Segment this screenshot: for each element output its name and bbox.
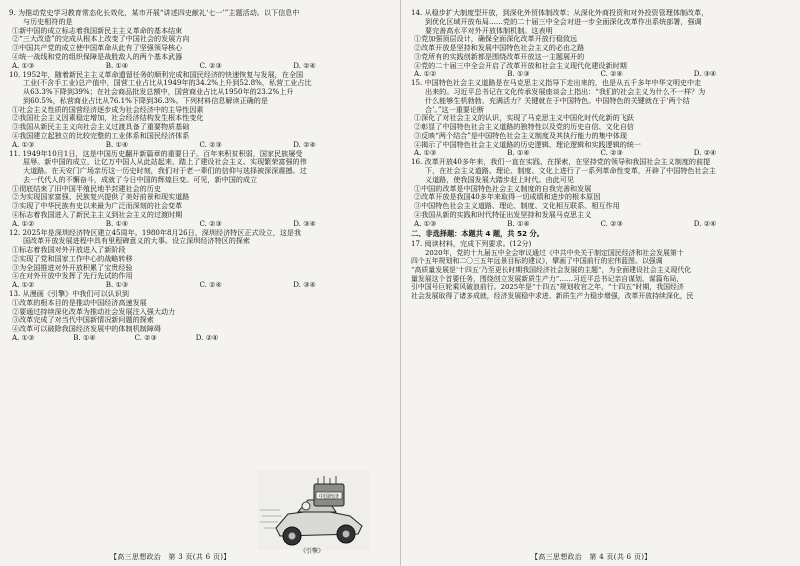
question-11 [9, 150, 387, 229]
q16-option: ③中国特色社会主义道路、理论、制度、文化相互联系、相互作用 [414, 201, 620, 211]
q12-option: ①标志着我国对外开放进入了新阶段 [12, 245, 126, 255]
q11-stem-line: 屈辱。新中国的成立，让亿万中国人从此站起来，踏上了建设社会主义、实现繁荣富强的伟 [23, 157, 307, 167]
q15-option: ④揭示了中国特色社会主义道路的历史逻辑、理论逻辑和实践逻辑的统一 [414, 139, 641, 149]
q14-stem-line: 到优化区域开放布局……党的二十届三中全会对进一步全面深化改革作出系统部署，强调 [425, 16, 702, 26]
q10-option: ②我国社会主义因素稳定增加，社会经济结构发生根本性变化 [12, 113, 204, 123]
q15-option: ③反映“两个结合”是中国特色社会主义制度及其执行能力的集中体现 [414, 130, 627, 140]
question-15 [411, 79, 787, 158]
q10-option: ①社会主义性质的国营经济逐步成为社会经济中的主导性因素 [12, 104, 204, 114]
q14-option: ②改革开放是坚持和发展中国特色社会主义的必由之路 [414, 43, 585, 52]
q14-option: ④党的二十届三中全会开启了改革开放和社会主义现代化建设新时期 [414, 60, 627, 70]
choice-a: A. ①③ [12, 60, 35, 70]
q16-option: ①中国的改革是中国特色社会主义制度的自我完善和发展 [414, 183, 592, 193]
choice-b: B. ①④ [105, 139, 129, 149]
page-3-footer: 【高三思想政治 第 3 页(共 6 页)】 [110, 553, 231, 562]
q15-option: ①深化了对社会主义的认识，实现了马克思主义中国化时代化新的飞跃 [414, 113, 634, 123]
q11-option: ①彻底结束了旧中国半殖民地半封建社会的历史 [12, 183, 161, 193]
q10-stem-line: 工业(不含手工业)总产值中，国营工业占比从1949年的34.2%上升到52.8%，私营工业占比 [23, 78, 312, 88]
q15-option: ②彰显了中国特色社会主义道路的独特性以及党的历史自信、文化自信 [414, 122, 634, 132]
q13-option: ④改革可以破除我国经济发展中的体制机制障碍 [12, 324, 161, 334]
q9-option: ④统一战线和党的组织保障是战胜敌人的两个基本武器 [12, 51, 183, 61]
q14-option: ③党所有的实践创新都是围绕改革开放这一主题展开的 [414, 51, 585, 61]
choice-a: A. ①③ [414, 218, 437, 228]
q15-stem-line: 15. 中国特色社会主义道路是在马克思主义指导下走出来的，也是从五千多年中华文明史中走 [411, 78, 702, 88]
q11-option: ②为实现国家富强、民族复兴提供了美好前景和现实道路 [12, 192, 190, 202]
choice-b: B. ①④ [73, 332, 96, 342]
page-3-content [9, 9, 387, 343]
q10-option: ④我国建立起独立的比较完整的工业体系和国民经济体系 [12, 130, 190, 140]
q10-stem-line: 到60.5%，私营商业占比从76.1%下降到36.3%。下列材料信息解读正确的是 [23, 95, 268, 105]
q9-stem-line: 与历史相符的是 [23, 16, 73, 26]
choice-d: D. ③④ [693, 69, 717, 79]
q10-choices [9, 141, 387, 150]
q17-material-line: 引中国号巨轮乘风破浪前行。2025年是“十四五”规划收官之年，“十四五”时期，我国经济 [411, 283, 684, 292]
q16-stem-line: 下，在社会主义道路、理论、制度、文化上进行了一系列革命性变革，开辟了中国特色社会主 [425, 166, 716, 176]
choice-a: A. ①③ [12, 332, 35, 342]
choice-c: C. ②③ [199, 218, 222, 228]
cartoon-caption: 《引擎》 [300, 548, 325, 555]
q17-material-line: 社会发展取得了诸多成就，经济发展稳中求进、新质生产力稳步增强，改革开放持续深化，民 [411, 291, 694, 300]
q13-option: ①改革的根本目的是推动中国经济高速发展 [12, 297, 147, 307]
q17-material-line: 2020年，党的十九届五中全会审议通过《中共中央关于制定国民经济和社会发展第十 [425, 248, 684, 257]
question-16 [411, 158, 787, 228]
choice-b: B. ①③ [105, 280, 129, 290]
q11-option: ③实现了中华民族有史以来最为广泛而深刻的社会变革 [12, 201, 183, 211]
q13-choices [9, 334, 257, 343]
q9-choices [9, 62, 387, 71]
q15-stem-line: 什么能够生机勃勃、充满活力？关键就在于中国特色。中国特色的关键就在于‘两个结 [425, 95, 690, 105]
choice-b: B. ①③ [507, 69, 530, 79]
q10-stem-line: 10. 1952年，随着新民主主义革命遗留任务的顺利完成和国民经济的快速恢复与发展，在全国 [9, 69, 304, 79]
page-4-footer: 【高三思想政治 第 4 页(共 6 页)】 [531, 553, 652, 562]
q11-stem-line: 大道路。在天安门广场亲历这一历史时刻，我们对于老一辈们的信仰与选择被深深震撼。过 [23, 166, 307, 176]
question-9 [9, 9, 387, 70]
q9-option: ③中国共产党的成立使中国革命从此有了坚强领导核心 [12, 43, 183, 52]
choice-d: D. ②④ [693, 218, 717, 228]
q12-stem-line: 12. 2025年是深圳经济特区建立45周年。1980年8月26日，深圳经济特区正式设立，这是我 [9, 227, 302, 237]
q13-stem-line: 13. 从漫画《引擎》中我们可以认识到 [9, 289, 129, 299]
q16-choices [411, 220, 787, 229]
choice-d: D. ②④ [293, 60, 316, 70]
q16-option: ④我国从新的实践和时代特征出发坚持和发展马克思主义 [414, 209, 592, 219]
question-13 [9, 290, 257, 343]
choice-d: D. ②④ [693, 148, 717, 158]
question-17 [411, 240, 787, 300]
q12-option: ②实现了党和国家工作中心的战略转移 [12, 253, 133, 263]
q13-option: ②要通过持续深化改革为推动社会发展注入强大动力 [12, 306, 176, 316]
q16-stem-line: 义道路，使我国发展大踏步赶上时代。由此可见 [425, 174, 574, 184]
page-4-content [411, 9, 787, 301]
choice-b: B. ①④ [507, 218, 530, 228]
q11-stem-line: 11. 1949年10月1日，这是中国历史翻开新篇章的重要日子。百年来积贫积弱，国家民族屡受 [9, 148, 303, 158]
choice-d: D. ③④ [293, 218, 316, 228]
choice-b: B. ①④ [105, 218, 129, 228]
q14-stem-line: 14. 从稳步扩大制度型开放，到深化外贸体制改革；从深化外商投资和对外投资管理体制改革， [411, 8, 709, 17]
question-12 [9, 229, 387, 290]
question-10 [9, 71, 387, 150]
q10-option: ③我国从新民主主义向社会主义过渡具备了重要物质基础 [12, 122, 190, 132]
choice-c: C. ②③ [199, 139, 222, 149]
choice-c: C. ②③ [600, 218, 623, 228]
q11-option: ④标志着我国进入了新民主主义到社会主义的过渡时期 [12, 209, 183, 219]
q9-option: ①新中国的成立标志着我国新民主主义革命的基本结束 [12, 25, 183, 35]
q15-stem-line: 合’。”这一重要论断 [425, 104, 485, 114]
choice-b: B. ①④ [105, 60, 129, 70]
choice-c: C. ②④ [600, 69, 623, 79]
engine-label: 中国经济 [318, 494, 340, 500]
engine-cartoon-image [258, 470, 370, 550]
question-14 [411, 9, 787, 79]
choice-a: A. ①② [12, 218, 35, 228]
choice-d: D. ②④ [195, 332, 219, 342]
choice-a: A. ①③ [12, 139, 35, 149]
choice-b: B. ①④ [507, 148, 530, 158]
q9-stem-line: 9. 为推动党史学习教育常态化长效化，某市开展“讲述四史献礼‘七一’”主题活动。以下信息中 [9, 8, 300, 17]
q12-option: ③为全国推进对外开放积累了宝贵经验 [12, 262, 133, 272]
choice-c: C. ②③ [600, 148, 623, 158]
choice-c: C. ②③ [199, 60, 222, 70]
q12-option: ④在对外开放中发挥了先行先试的作用 [12, 271, 133, 281]
section-2-heading: 二、非选择题：本题共 4 题，共 52 分。 [411, 229, 544, 239]
q16-option: ②改革开放是我国40多年来取得一切成绩和进步的根本原因 [414, 192, 601, 202]
choice-a: A. ①③ [414, 148, 437, 158]
q16-stem-line: 16. 改革开放40多年来，我们一直在实践、在探索，在坚持党的领导和我国社会主义制度的前提 [411, 157, 711, 167]
choice-d: D. ②④ [293, 139, 316, 149]
q14-option: ①党加强顶层设计，确保全面深化改革开放行稳致远 [414, 34, 578, 44]
choice-c: C. ②③ [134, 332, 157, 342]
choice-a: A. ①② [12, 280, 35, 290]
choice-a: A. ①② [414, 69, 437, 79]
q14-stem-line: 要完善高水平对外开放体制机制。这表明 [425, 25, 553, 35]
q17-material-line: 四个五年规划和二〇三五年远景目标的建议》，擘画了中国前行的宏伟蓝图。以强调 [411, 257, 663, 266]
q17-material-line: “高质量发展是‘十四五’乃至更长时期我国经济社会发展的主题”，为全面建设社会主义现代化 [411, 266, 692, 275]
q17-material-line: 量发展这个首要任务，围绕创立发展新质生产力”……习近平总书记亲自谋划、谋篇布局， [411, 274, 684, 283]
q17-stem: 17. 阅读材料，完成下列要求。(12分) [411, 239, 532, 249]
q10-stem-line: 从63.3%下降到39%；在社会商品批发总额中，国营商业占比从1950年的23.2%上升 [23, 87, 294, 97]
exam-page-4 [400, 0, 800, 566]
choice-d: D. ③④ [293, 280, 316, 290]
q12-stem-line: 国改革开放发展进程中具有里程碑意义的大事。设立深圳经济特区的探索 [23, 236, 250, 246]
q9-option: ②“三大改造”的完成从根本上改变了中国社会的发展方向 [12, 34, 190, 44]
q15-stem-line: 出来的。习近平总书记在文化传承发展座谈会上指出：“我们的社会主义为什么不一样？为 [425, 87, 706, 97]
choice-c: C. ②④ [199, 280, 222, 290]
q11-stem-line: 去一代代人的不懈奋斗，成就了今日中国的辉煌巨变。可见，新中国的成立 [23, 174, 258, 184]
q13-option: ③改革完成了对当代中国新情况新问题的探索 [12, 315, 154, 325]
